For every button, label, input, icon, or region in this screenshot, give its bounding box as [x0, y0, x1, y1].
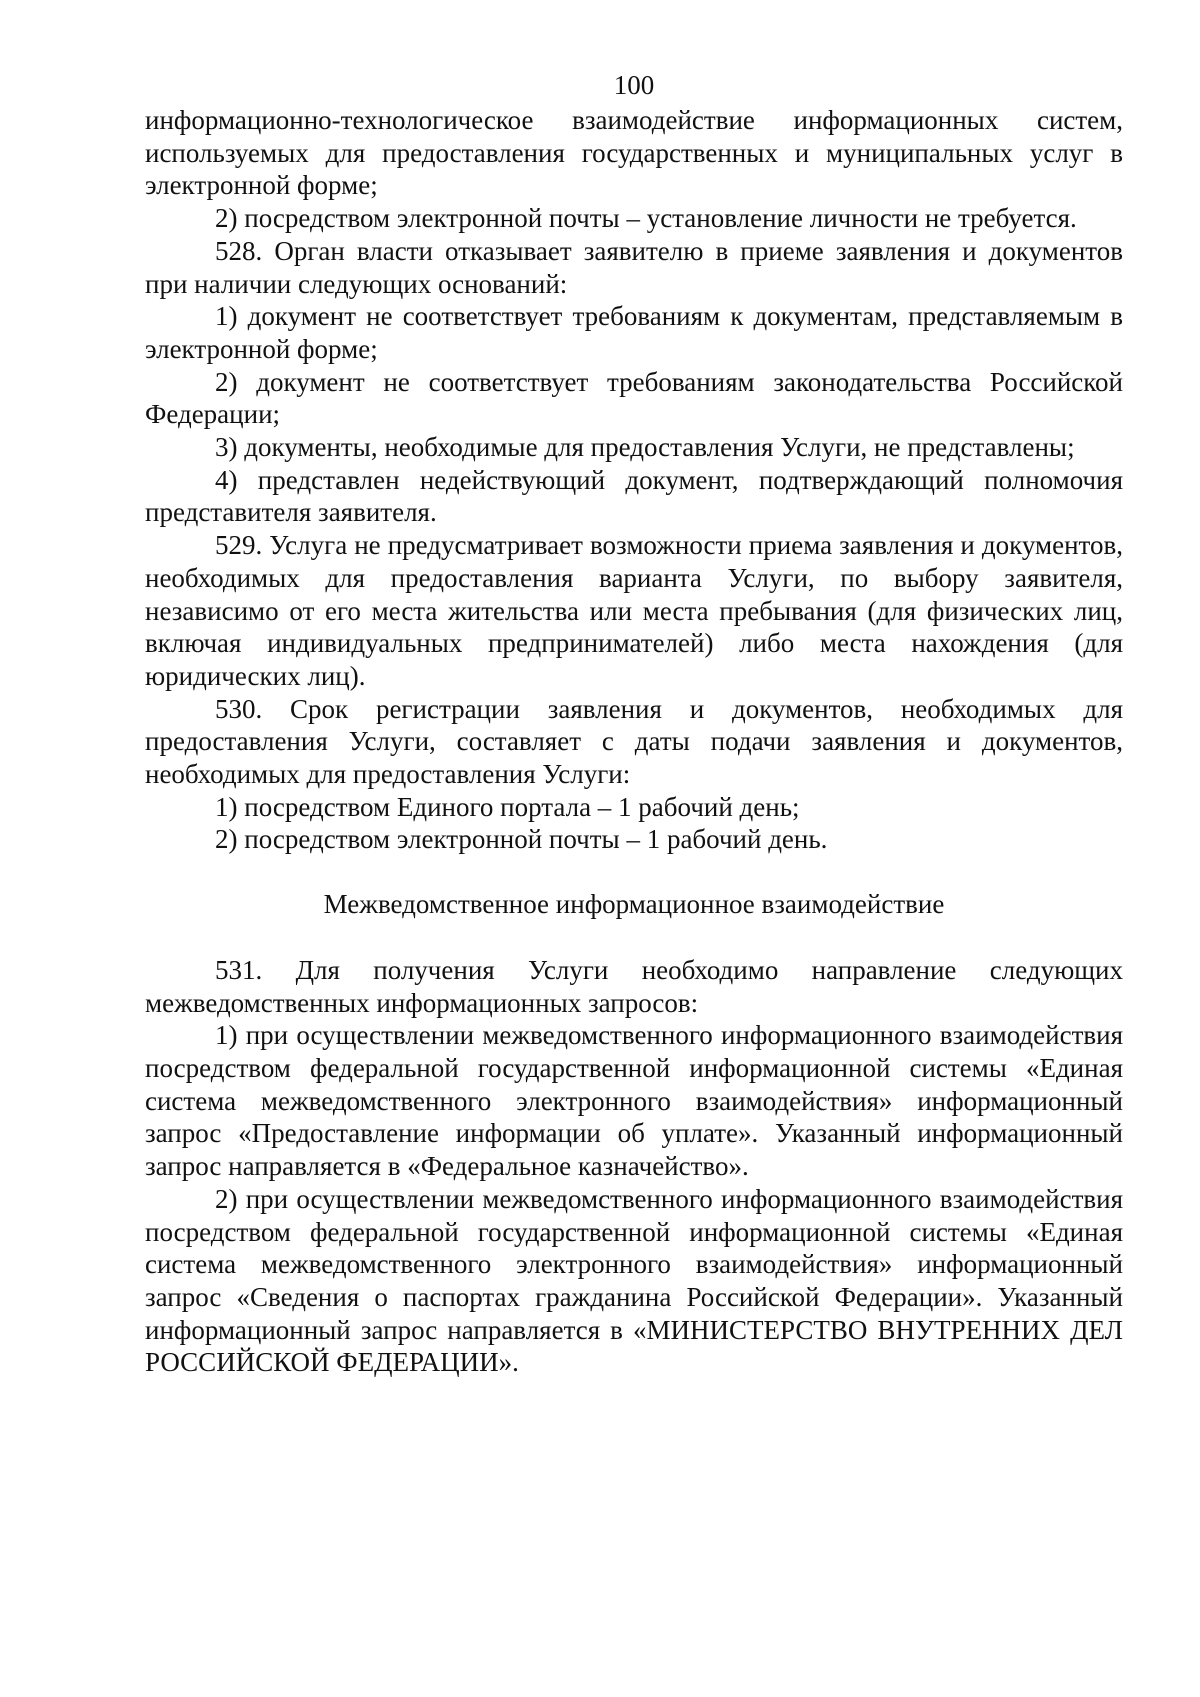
clause-531: 531. Для получения Услуги необходимо направление следующих межведомственных информационных запросов: — [145, 954, 1123, 1018]
clause-528-item-2: 2) документ не соответствует требованиям законодательства Российской Федерации; — [145, 366, 1123, 430]
paragraph-continuation: информационно-технологическое взаимодействие информационных систем, используемых для предоставления государственных и муниципальных услуг в электронной форме; — [145, 105, 1123, 201]
clause-530-item-1: 1) посредством Единого портала – 1 рабочий день; — [215, 791, 800, 822]
clause-528-item-4: 4) представлен недействующий документ, подтверждающий полномочия представителя заявителя. — [145, 464, 1123, 528]
section-heading: Межведомственное информационное взаимодействие — [323, 889, 945, 920]
clause-528-item-1: 1) документ не соответствует требованиям к документам, представляемым в электронной форме; — [145, 301, 1123, 364]
clause-531-item-1: 1) при осуществлении межведомственного информационного взаимодействия посредством федеральной государственной информационной системы «Единая система межведомственного электронного взаимодействия» информационный запрос «Предоставление информации об уплате». Указанный информационный запрос направляется в «Федеральное казначейство». — [145, 1020, 1123, 1182]
clause-531-item-2: 2) при осуществлении межведомственного информационного взаимодействия посредством федеральной государственной информационной системы «Единая система межведомственного электронного взаимодействия» информационный запрос «Сведения о паспортах гражданина Российской Федерации». Указанный информационный запрос направляется в «МИНИСТЕРСТВО ВНУТРЕННИХ ДЕЛ РОССИЙСКОЙ ФЕДЕРАЦИИ». — [145, 1183, 1123, 1378]
page-number: 100 — [613, 70, 655, 100]
document-page — [145, 68, 1123, 1379]
clause-530: 530. Срок регистрации заявления и документов, необходимых для предоставления Услуги, составляет с даты подачи заявления и документов, необходимых для предоставления Услуги: — [145, 693, 1123, 790]
clause-530-item-2: 2) посредством электронной почты – 1 рабочий день. — [215, 824, 828, 855]
clause-528-item-3: 3) документы, необходимые для предоставления Услуги, не представлены; — [215, 432, 1075, 463]
clause-528: 528. Орган власти отказывает заявителю в приеме заявления и документов при наличии следующих оснований: — [145, 235, 1123, 299]
list-item-email-identity: 2) посредством электронной почты – установление личности не требуется. — [215, 203, 1077, 234]
clause-529: 529. Услуга не предусматривает возможности приема заявления и документов, необходимых для предоставления варианта Услуги, по выбору заявителя, независимо от его места жительства или места пребывания (для физических лиц, включая индивидуальных предпринимателей) либо места нахождения (для юридических лиц). — [145, 530, 1123, 691]
